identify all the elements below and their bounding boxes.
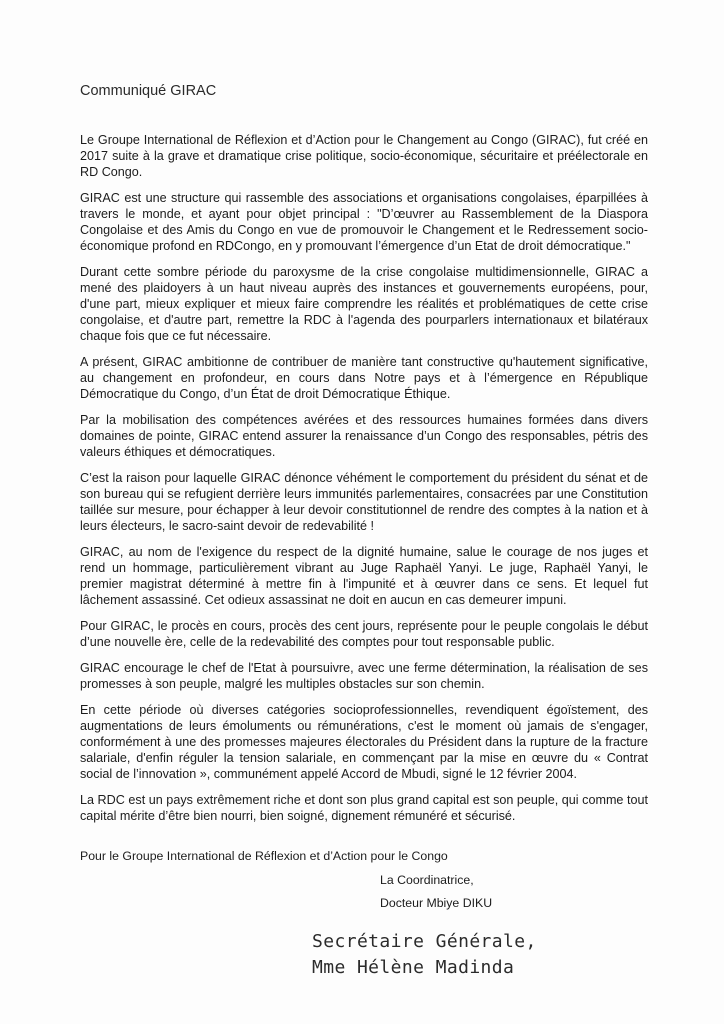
typed-signature-role: Secrétaire Générale,: [312, 931, 537, 952]
typed-signature-name: Mme Hélène Madinda: [312, 957, 515, 978]
paragraph: Le Groupe International de Réflexion et d’Action pour le Changement au Congo (GIRAC), fut créé en 2017 suite à la grave et dramatique crise politique, socio-économique, sécuritaire et préélectorale en RD Congo.: [80, 133, 648, 179]
signatory-role: La Coordinatrice,: [380, 873, 474, 887]
paragraph: En cette période où diverses catégories socioprofessionnelles, revendiquent égoïstement, des augmentations de leurs émoluments ou rémunérations, c'est le moment où jamais de s'engager, conformément à une des promesses majeures électorales du Président dans la rupture de la fracture salariale, d'enfin réguler la tension salariale, en commençant par la mise en œuvre du « Contrat social de l’innovation », communément appelé Accord de Mbudi, signé le 12 février 2004.: [80, 703, 648, 781]
paragraph: Pour GIRAC, le procès en cours, procès des cent jours, représente pour le peuple congolais le début d’une nouvelle ère, celle de la redevabilité des comptes pour tout responsable public.: [80, 619, 648, 649]
document-body: [80, 132, 648, 834]
paragraph: GIRAC encourage le chef de l'Etat à poursuivre, avec une ferme détermination, la réalisation de ses promesses à son peuple, malgré les multiples obstacles sur son chemin.: [80, 661, 648, 691]
paragraph: A présent, GIRAC ambitionne de contribuer de manière tant constructive qu'hautement significative, au changement en profondeur, en cours dans Notre pays et à l’émergence en République Démocratique du Congo, d’un État de droit Démocratique Éthique.: [80, 355, 648, 401]
paragraph: La RDC est un pays extrêmement riche et dont son plus grand capital est son peuple, qui comme tout capital mérite d’être bien nourri, bien soigné, dignement rémunéré et sécurisé.: [80, 793, 648, 823]
paragraph: Durant cette sombre période du paroxysme de la crise congolaise multidimensionnelle, GIRAC a mené des plaidoyers à un haut niveau auprès des instances et gouvernements européens, pour, d'une part, mieux expliquer et mieux faire comprendre les réalités et problématiques de cette crise congolaise, et d'autre part, remettre la RDC à l'agenda des pourparlers internationaux et bilatéraux chaque fois que ce fut nécessaire.: [80, 265, 648, 343]
paragraph: GIRAC, au nom de l'exigence du respect de la dignité humaine, salue le courage de nos juges et rend un hommage, particulièrement vibrant au Juge Raphaël Yanyi. Le juge, Raphaël Yanyi, le premier magistrat déterminé à mettre fin à l'impunité et à œuvrer dans ce sens. Et lequel fut lâchement assassiné. Cet odieux assassinat ne doit en aucun en cas demeurer impuni.: [80, 545, 648, 607]
document-title: Communiqué GIRAC: [80, 83, 217, 99]
paragraph: C’est la raison pour laquelle GIRAC dénonce véhément le comportement du président du sénat et de son bureau qui se refugient derrière leurs immunités parlementaires, consacrées par une Constitution taillée sur mesure, pour échapper à leur devoir constitutionnel de rendre des comptes à la nation et à leurs électeurs, le sacro-saint devoir de redevabilité !: [80, 471, 648, 533]
closing-line: Pour le Groupe International de Réflexion et d’Action pour le Congo: [80, 849, 448, 863]
paragraph: Par la mobilisation des compétences avérées et des ressources humaines formées dans divers domaines de pointe, GIRAC entend assurer la renaissance d’un Congo des responsables, pétris des valeurs éthiques et démocratiques.: [80, 413, 648, 459]
signatory-name: Docteur Mbiye DIKU: [380, 896, 493, 910]
paragraph: GIRAC est une structure qui rassemble des associations et organisations congolaises, éparpillées à travers le monde, et ayant pour objet principal : "D’œuvrer au Rassemblement de la Diaspora Congolaise et des Amis du Congo en vue de promouvoir le Changement et le Redressement socio-économique profond en RDCongo, en y promouvant l’émergence d’un Etat de droit démocratique.": [80, 191, 648, 253]
